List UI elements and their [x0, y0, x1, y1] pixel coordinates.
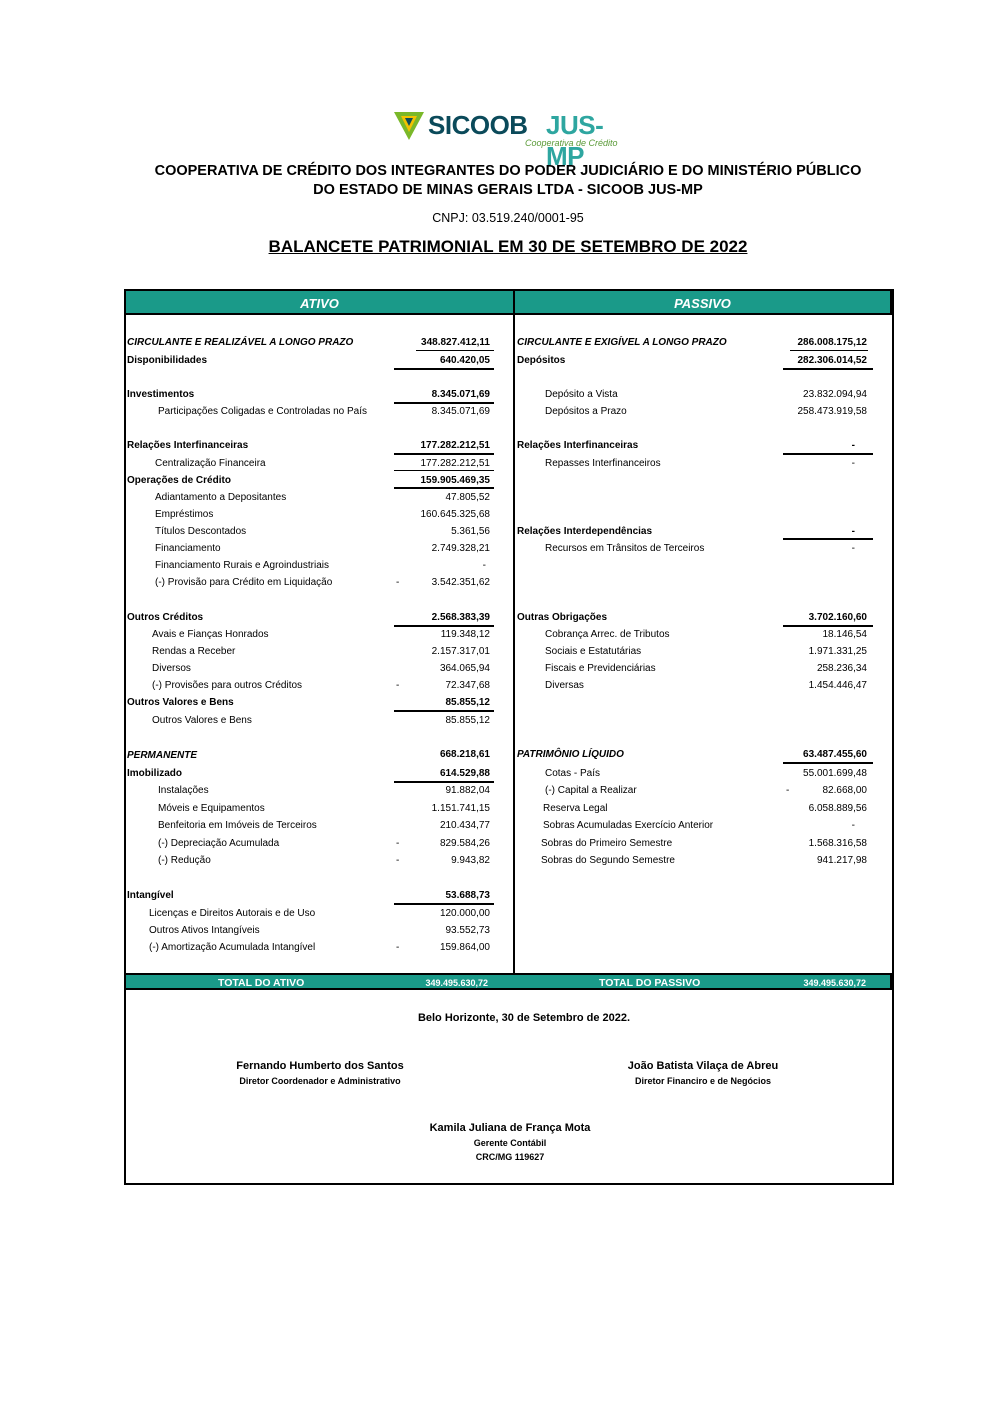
signature-block-2	[573, 1060, 833, 1086]
oo1-value: 18.146,54	[822, 629, 867, 640]
imob3-label: Benfeitoria em Imóveis de Terceiros	[158, 820, 317, 831]
oo2-label: Sociais e Estatutárias	[545, 646, 642, 657]
logo-tagline: Cooperativa de Crédito	[525, 138, 618, 148]
inv-value: 8.345.071,69	[431, 389, 490, 400]
op2-value: 160.645.325,68	[420, 509, 490, 520]
cnpj: CNPJ: 03.519.240/0001-95	[432, 211, 584, 225]
oo3-label: Fiscais e Previdenciárias	[545, 663, 656, 674]
rid-label: Relações Interdependências	[517, 526, 653, 537]
dep1-value: 23.832.094,94	[803, 389, 867, 400]
total-passivo-label: TOTAL DO PASSIVO	[599, 977, 701, 989]
rid-value: -	[851, 526, 855, 537]
rel-value: 177.282.212,51	[420, 440, 490, 451]
disp-label: Disponibilidades	[127, 355, 208, 366]
inv-label: Investimentos	[127, 389, 195, 400]
underline	[416, 350, 494, 351]
balance-sheet-frame	[124, 289, 894, 1185]
double-underline	[783, 625, 873, 627]
imob3-value: 210.434,77	[439, 820, 490, 831]
double-underline	[394, 368, 494, 370]
double-underline	[394, 625, 494, 627]
pl6-label: Sobras do Segundo Semestre	[541, 855, 675, 866]
pl4-value: -	[851, 820, 855, 831]
op3-value: 5.361,56	[451, 526, 490, 537]
perm-value: 668.218,61	[439, 749, 490, 760]
signer-role: Gerente Contábil	[473, 1138, 547, 1148]
disp-value: 640.420,05	[439, 355, 490, 366]
pl1-value: 55.001.699,48	[803, 768, 867, 779]
underline	[790, 350, 868, 351]
inv1-label: Participações Coligadas e Controladas no País	[158, 406, 368, 417]
rel-label: Relações Interfinanceiras	[127, 440, 249, 451]
signature-block-1	[190, 1060, 450, 1086]
ativo-circ-value: 348.827.412,11	[421, 337, 490, 348]
op3-label: Títulos Descontados	[155, 526, 247, 537]
column-divider	[513, 289, 515, 989]
prel1-value: -	[851, 458, 855, 469]
oc-value: 2.568.383,39	[431, 612, 490, 623]
oo-label: Outras Obrigações	[517, 612, 608, 623]
total-ativo-bar	[124, 973, 515, 990]
total-passivo-value: 349.495.630,72	[803, 978, 866, 988]
double-underline	[394, 781, 494, 783]
total-passivo-bar	[513, 973, 892, 990]
oc2-label: Rendas a Receber	[152, 646, 236, 657]
int-label: Intangível	[127, 890, 174, 901]
op4-value: 2.749.328,21	[431, 543, 490, 554]
int2-value: 93.552,73	[445, 925, 490, 936]
imob1-value: 91.882,04	[445, 785, 490, 796]
total-ativo-value: 349.495.630,72	[425, 978, 488, 988]
document-title: BALANCETE PATRIMONIAL EM 30 DE SETEMBRO DE 2022	[268, 237, 748, 256]
pl5-value: 1.568.316,58	[808, 838, 867, 849]
minus-sign: -	[396, 942, 400, 953]
prel1-label: Repasses Interfinanceiros	[545, 458, 661, 469]
imob2-label: Móveis e Equipamentos	[158, 803, 265, 814]
imob2-value: 1.151.741,15	[431, 803, 490, 814]
oc4-value: 72.347,68	[445, 680, 490, 691]
dep1-label: Depósito a Vista	[545, 389, 618, 400]
imob4-label: (-) Depreciação Acumulada	[158, 838, 280, 849]
op2-label: Empréstimos	[155, 509, 214, 520]
op4-label: Financiamento	[155, 543, 221, 554]
rid1-value: -	[851, 543, 855, 554]
imob1-label: Instalações	[158, 785, 209, 796]
pl1-label: Cotas - País	[545, 768, 601, 779]
passivo-header: PASSIVO	[513, 289, 892, 315]
dep-value: 282.306.014,52	[797, 355, 867, 366]
minus-sign: -	[396, 855, 400, 866]
int1-value: 120.000,00	[439, 908, 490, 919]
ovb-value: 85.855,12	[445, 697, 490, 708]
oo4-label: Diversas	[545, 680, 584, 691]
ovb-label: Outros Valores e Bens	[127, 697, 234, 708]
oo3-value: 258.236,34	[816, 663, 867, 674]
logo-text-sicoob: SICOOB	[428, 110, 528, 140]
oo2-value: 1.971.331,25	[808, 646, 867, 657]
rid1-label: Recursos em Trânsitos de Terceiros	[545, 543, 705, 554]
pl3-label: Reserva Legal	[543, 803, 608, 814]
oc4-label: (-) Provisões para outros Créditos	[152, 680, 303, 691]
ativo-circ-label: CIRCULANTE E REALIZÁVEL A LONGO PRAZO	[127, 337, 354, 348]
double-underline	[394, 453, 494, 455]
pl2-value: 82.668,00	[822, 785, 867, 796]
op1-label: Adiantamento a Depositantes	[155, 492, 287, 503]
signer-role: Diretor Financiro e de Negócios	[634, 1076, 772, 1086]
rel1-label: Centralização Financeira	[155, 458, 266, 469]
pl2-label: (-) Capital a Realizar	[545, 785, 637, 796]
prel-value: -	[851, 440, 855, 451]
signature-block-3	[380, 1122, 640, 1162]
double-underline	[783, 368, 873, 370]
perm-label: PERMANENTE	[127, 750, 198, 761]
int2-label: Outros Ativos Intangíveis	[149, 925, 260, 936]
double-underline	[783, 762, 873, 764]
double-underline	[394, 487, 494, 489]
signer-name: Kamila Juliana de França Mota	[429, 1122, 591, 1134]
dep2-value: 258.473.919,58	[797, 406, 867, 417]
signer-registration: CRC/MG 119627	[475, 1152, 545, 1162]
pl6-value: 941.217,98	[816, 855, 867, 866]
imob-label: Imobilizado	[127, 768, 182, 779]
signer-name: Fernando Humberto dos Santos	[236, 1060, 404, 1072]
int1-label: Licenças e Direitos Autorais e de Uso	[149, 908, 316, 919]
prel-label: Relações Interfinanceiras	[517, 440, 639, 451]
oc2-value: 2.157.317,01	[431, 646, 490, 657]
logo	[392, 108, 632, 171]
pl3-value: 6.058.889,56	[808, 803, 867, 814]
oo-value: 3.702.160,60	[808, 612, 867, 623]
passivo-circ-label: CIRCULANTE E EXIGÍVEL A LONGO PRAZO	[517, 337, 727, 348]
double-underline	[783, 538, 873, 540]
pl-value: 63.487.455,60	[803, 749, 867, 760]
int3-value: 159.864,00	[439, 942, 490, 953]
minus-sign: -	[786, 785, 790, 796]
logo-mark-icon	[392, 108, 426, 142]
oc3-value: 364.065,94	[439, 663, 490, 674]
op5-label: Financiamento Rurais e Agroindustriais	[155, 560, 329, 571]
total-ativo-label: TOTAL DO ATIVO	[218, 977, 305, 989]
imob4-value: 829.584,26	[439, 838, 490, 849]
pl-label: PATRIMÔNIO LÍQUIDO	[517, 749, 624, 760]
minus-sign: -	[396, 577, 400, 588]
pl4-label: Sobras Acumuladas Exercício Anterior	[543, 820, 714, 831]
org-name-line2: DO ESTADO DE MINAS GERAIS LTDA - SICOOB JUS-MP	[313, 182, 703, 198]
org-name-line1: COOPERATIVA DE CRÉDITO DOS INTEGRANTES DO PODER JUDICIÁRIO E DO MINISTÉRIO PÚBLICO	[154, 163, 862, 179]
double-underline	[394, 710, 494, 712]
op1-value: 47.805,52	[445, 492, 490, 503]
op5-value: -	[482, 560, 486, 571]
imob5-value: 9.943,82	[451, 855, 490, 866]
oc1-value: 119.348,12	[440, 629, 490, 640]
minus-sign: -	[396, 680, 400, 691]
dep2-label: Depósitos a Prazo	[545, 406, 627, 417]
dep-label: Depósitos	[517, 355, 566, 366]
double-underline	[783, 453, 873, 455]
op6-label: (-) Provisão para Crédito em Liquidação	[155, 577, 333, 588]
ativo-header: ATIVO	[124, 289, 515, 315]
op-label: Operações de Crédito	[127, 475, 231, 486]
op6-value: 3.542.351,62	[431, 577, 490, 588]
ovb1-value: 85.855,12	[445, 715, 490, 726]
imob5-label: (-) Redução	[158, 855, 211, 866]
int3-label: (-) Amortização Acumulada Intangível	[149, 942, 316, 953]
passivo-circ-value: 286.008.175,12	[797, 337, 867, 348]
underline	[394, 470, 494, 471]
signer-role: Diretor Coordenador e Administrativo	[239, 1076, 401, 1086]
oc-label: Outros Créditos	[127, 612, 204, 623]
double-underline	[394, 903, 494, 905]
oo4-value: 1.454.446,47	[808, 680, 867, 691]
inv1-value: 8.345.071,69	[431, 406, 490, 417]
rel1-value: 177.282.212,51	[420, 458, 490, 469]
logo-text-jusmp: JUS-MP	[546, 110, 604, 171]
oc3-label: Diversos	[152, 663, 191, 674]
oc1-label: Avais e Fianças Honrados	[152, 629, 269, 640]
imob-value: 614.529,88	[439, 768, 490, 779]
int-value: 53.688,73	[445, 890, 490, 901]
oo1-label: Cobrança Arrec. de Tributos	[545, 629, 670, 640]
ovb1-label: Outros Valores e Bens	[152, 715, 252, 726]
signer-name: João Batista Vilaça de Abreu	[627, 1060, 779, 1072]
minus-sign: -	[396, 838, 400, 849]
double-underline	[394, 402, 494, 404]
pl5-label: Sobras do Primeiro Semestre	[541, 838, 673, 849]
place-date: Belo Horizonte, 30 de Setembro de 2022.	[417, 1012, 631, 1024]
op-value: 159.905.469,35	[420, 475, 490, 486]
